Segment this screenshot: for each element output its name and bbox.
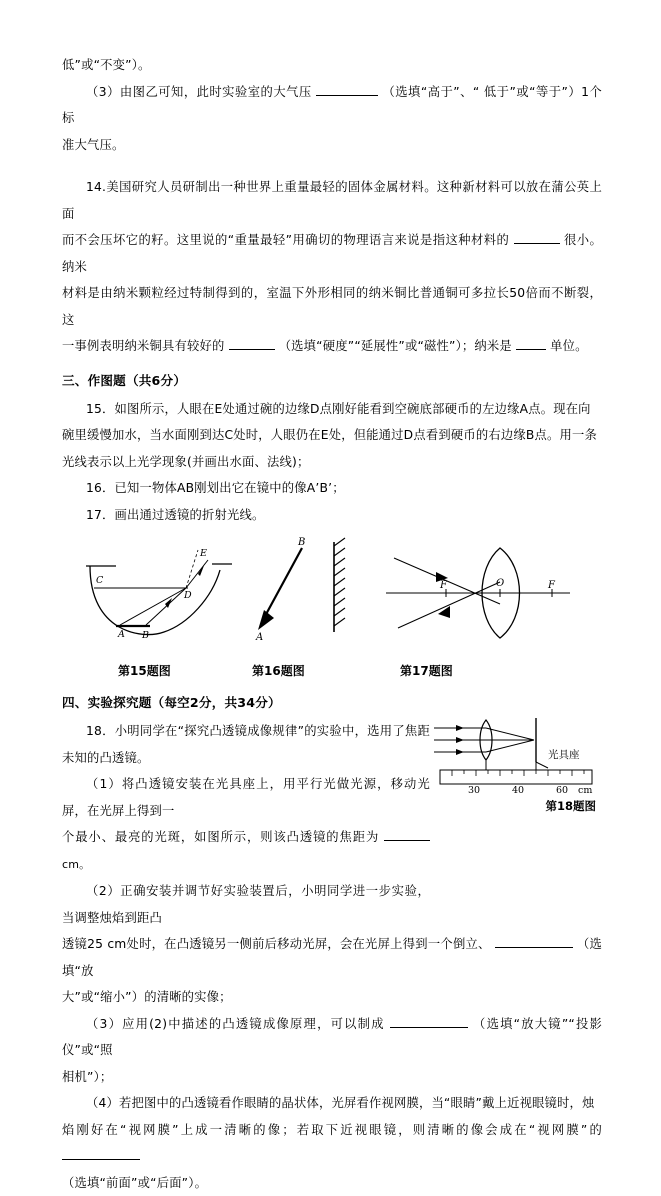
answer-blank[interactable] [390, 1027, 468, 1028]
label-center: O [496, 578, 504, 589]
q14-line4-text2: （选填“硬度”“延展性”或“磁性”）；纳米是 [279, 339, 512, 353]
q16-line: 16．已知一物体AB刚划出它在镜中的像A’B’； [62, 475, 602, 502]
label-B: B [141, 630, 149, 641]
q18-part3-line1 [62, 1011, 602, 1064]
q18-part4-text: 焰刚好在“视网膜”上成一清晰的像；若取下近视眼镜，则清晰的像会成在“视网膜”的 [62, 1123, 602, 1137]
q18-part2-text2: （选填“放 [62, 937, 602, 978]
q13-part3-text-a: （3）由图乙可知，此时实验室的大气压 [86, 85, 312, 99]
q18-part4-line3: （选填“前面”或“后面”）。 [62, 1170, 602, 1196]
q18-part4-line1: （4）若把图中的凸透镜看作眼睛的晶状体，光屏看作视网膜，当“眼睛”戴上近视眼镜时，烛 [62, 1090, 602, 1117]
q17-line: 17．画出通过透镜的折射光线。 [62, 502, 602, 529]
ruler-tick-60: 60 [556, 785, 568, 796]
question-18-block [62, 718, 602, 1196]
figure-captions-row [62, 662, 602, 684]
ruler-tick-30: 30 [468, 785, 480, 796]
q13-tail-line: 低”或“不变”）。 [62, 52, 602, 79]
answer-blank[interactable] [62, 1159, 140, 1160]
section-4-heading: 四、实验探究题（每空2分，共34分） [62, 688, 602, 718]
q18-part1-line1: （1）将凸透镜安装在光具座上，用平行光做光源，移动光屏，在光屏上得到一 [62, 771, 430, 824]
caption-fig-17: 第17题图 [400, 662, 453, 679]
q14-line2-text2: 很小。纳米 [62, 233, 602, 274]
answer-blank[interactable] [316, 95, 378, 96]
q15-line1: 15．如图所示，人眼在E处通过碗的边缘D点刚好能看到空碗底部硬币的左边缘A点。现在向 [62, 396, 602, 423]
q18-part3-line2: 相机”）； [62, 1064, 602, 1091]
q14-line1: 14.美国研究人员研制出一种世界上重量最轻的固体金属材料。这种新材料可以放在蒲公英上面 [62, 174, 602, 227]
caption-fig-15: 第15题图 [118, 662, 171, 679]
page-content [62, 52, 602, 1196]
label-D: D [183, 590, 192, 601]
figure-row-15-16-17 [62, 536, 602, 662]
figure-17-lens [380, 540, 576, 646]
caption-fig-18: 第18题图 [430, 798, 602, 814]
q13-part3 [62, 79, 602, 132]
label-A: A [255, 632, 263, 643]
ruler-unit: cm [578, 785, 592, 796]
q13-part3-text-b: （选填“高于”、“ 低于”或“等于”）1个标 [62, 85, 602, 126]
label-B: B [297, 537, 305, 548]
answer-blank[interactable] [495, 947, 573, 948]
q15-line3: 光线表示以上光学现象(并画出水面、法线)； [62, 449, 602, 476]
section-3-heading: 三、作图题（共6分） [62, 366, 602, 396]
q18-part2-line1: （2）正确安装并调节好实验装置后，小明同学进一步实验，当调整烛焰到距凸 [62, 878, 430, 931]
label-E: E [199, 548, 207, 559]
q18-part1-text: 个最小、最亮的光斑，如图所示，则该凸透镜的焦距为 [62, 830, 379, 844]
label-A: A [117, 629, 125, 640]
optical-bench-label: 光具座 [548, 748, 580, 761]
q18-part1-line2 [62, 824, 430, 878]
q18-part2-line2 [62, 931, 602, 984]
answer-blank[interactable] [229, 349, 275, 350]
ruler-tick-40: 40 [512, 785, 524, 796]
q15-line2: 碗里缓慢加水，当水面刚到达C处时，人眼仍在E处，但能通过D点看到硬币的右边缘B点。用一条 [62, 422, 602, 449]
q14-line3: 材料是由纳米颗粒经过特制得到的，室温下外形相同的纳米铜比普通铜可多拉长50倍而不断裂，这 [62, 280, 602, 333]
label-C: C [96, 575, 104, 586]
q18-part2-line3: 大”或“缩小”）的清晰的实像； [62, 984, 602, 1011]
figure-15-bowl-coin [72, 536, 242, 648]
figure-18-optical-bench [430, 718, 602, 814]
answer-blank[interactable] [384, 840, 430, 841]
q18-part4-line2 [62, 1117, 602, 1170]
q18-part1-unit: cm。 [62, 858, 90, 871]
q14-line4-text: 一事例表明纳米铜具有较好的 [62, 339, 224, 353]
q13-part3-cont: 准大气压。 [62, 132, 602, 159]
q14-line4-text3: 单位。 [550, 339, 588, 353]
q14-line2 [62, 227, 602, 280]
answer-blank[interactable] [514, 243, 560, 244]
q18-part2-text: 透镜25 cm处时，在凸透镜另一侧前后移动光屏，会在光屏上得到一个倒立、 [62, 937, 491, 951]
q14-line2-text: 而不会压坏它的籽。这里说的“重量最轻”用确切的物理语言来说是指这种材料的 [62, 233, 509, 247]
figure-16-mirror [250, 536, 358, 648]
q18-stem: 18．小明同学在“探究凸透镜成像规律”的实验中，选用了焦距未知的凸透镜。 [62, 718, 430, 771]
q14-line4 [62, 333, 602, 360]
q18-part3-text: （3）应用(2)中描述的凸透镜成像原理，可以制成 [86, 1017, 385, 1031]
answer-blank[interactable] [516, 349, 546, 350]
label-focal-left: F [439, 580, 448, 591]
caption-fig-16: 第16题图 [252, 662, 305, 679]
q18-part3-text2: （选填“放大镜”“投影仪”或“照 [62, 1017, 602, 1058]
label-focal-right: F [547, 580, 556, 591]
